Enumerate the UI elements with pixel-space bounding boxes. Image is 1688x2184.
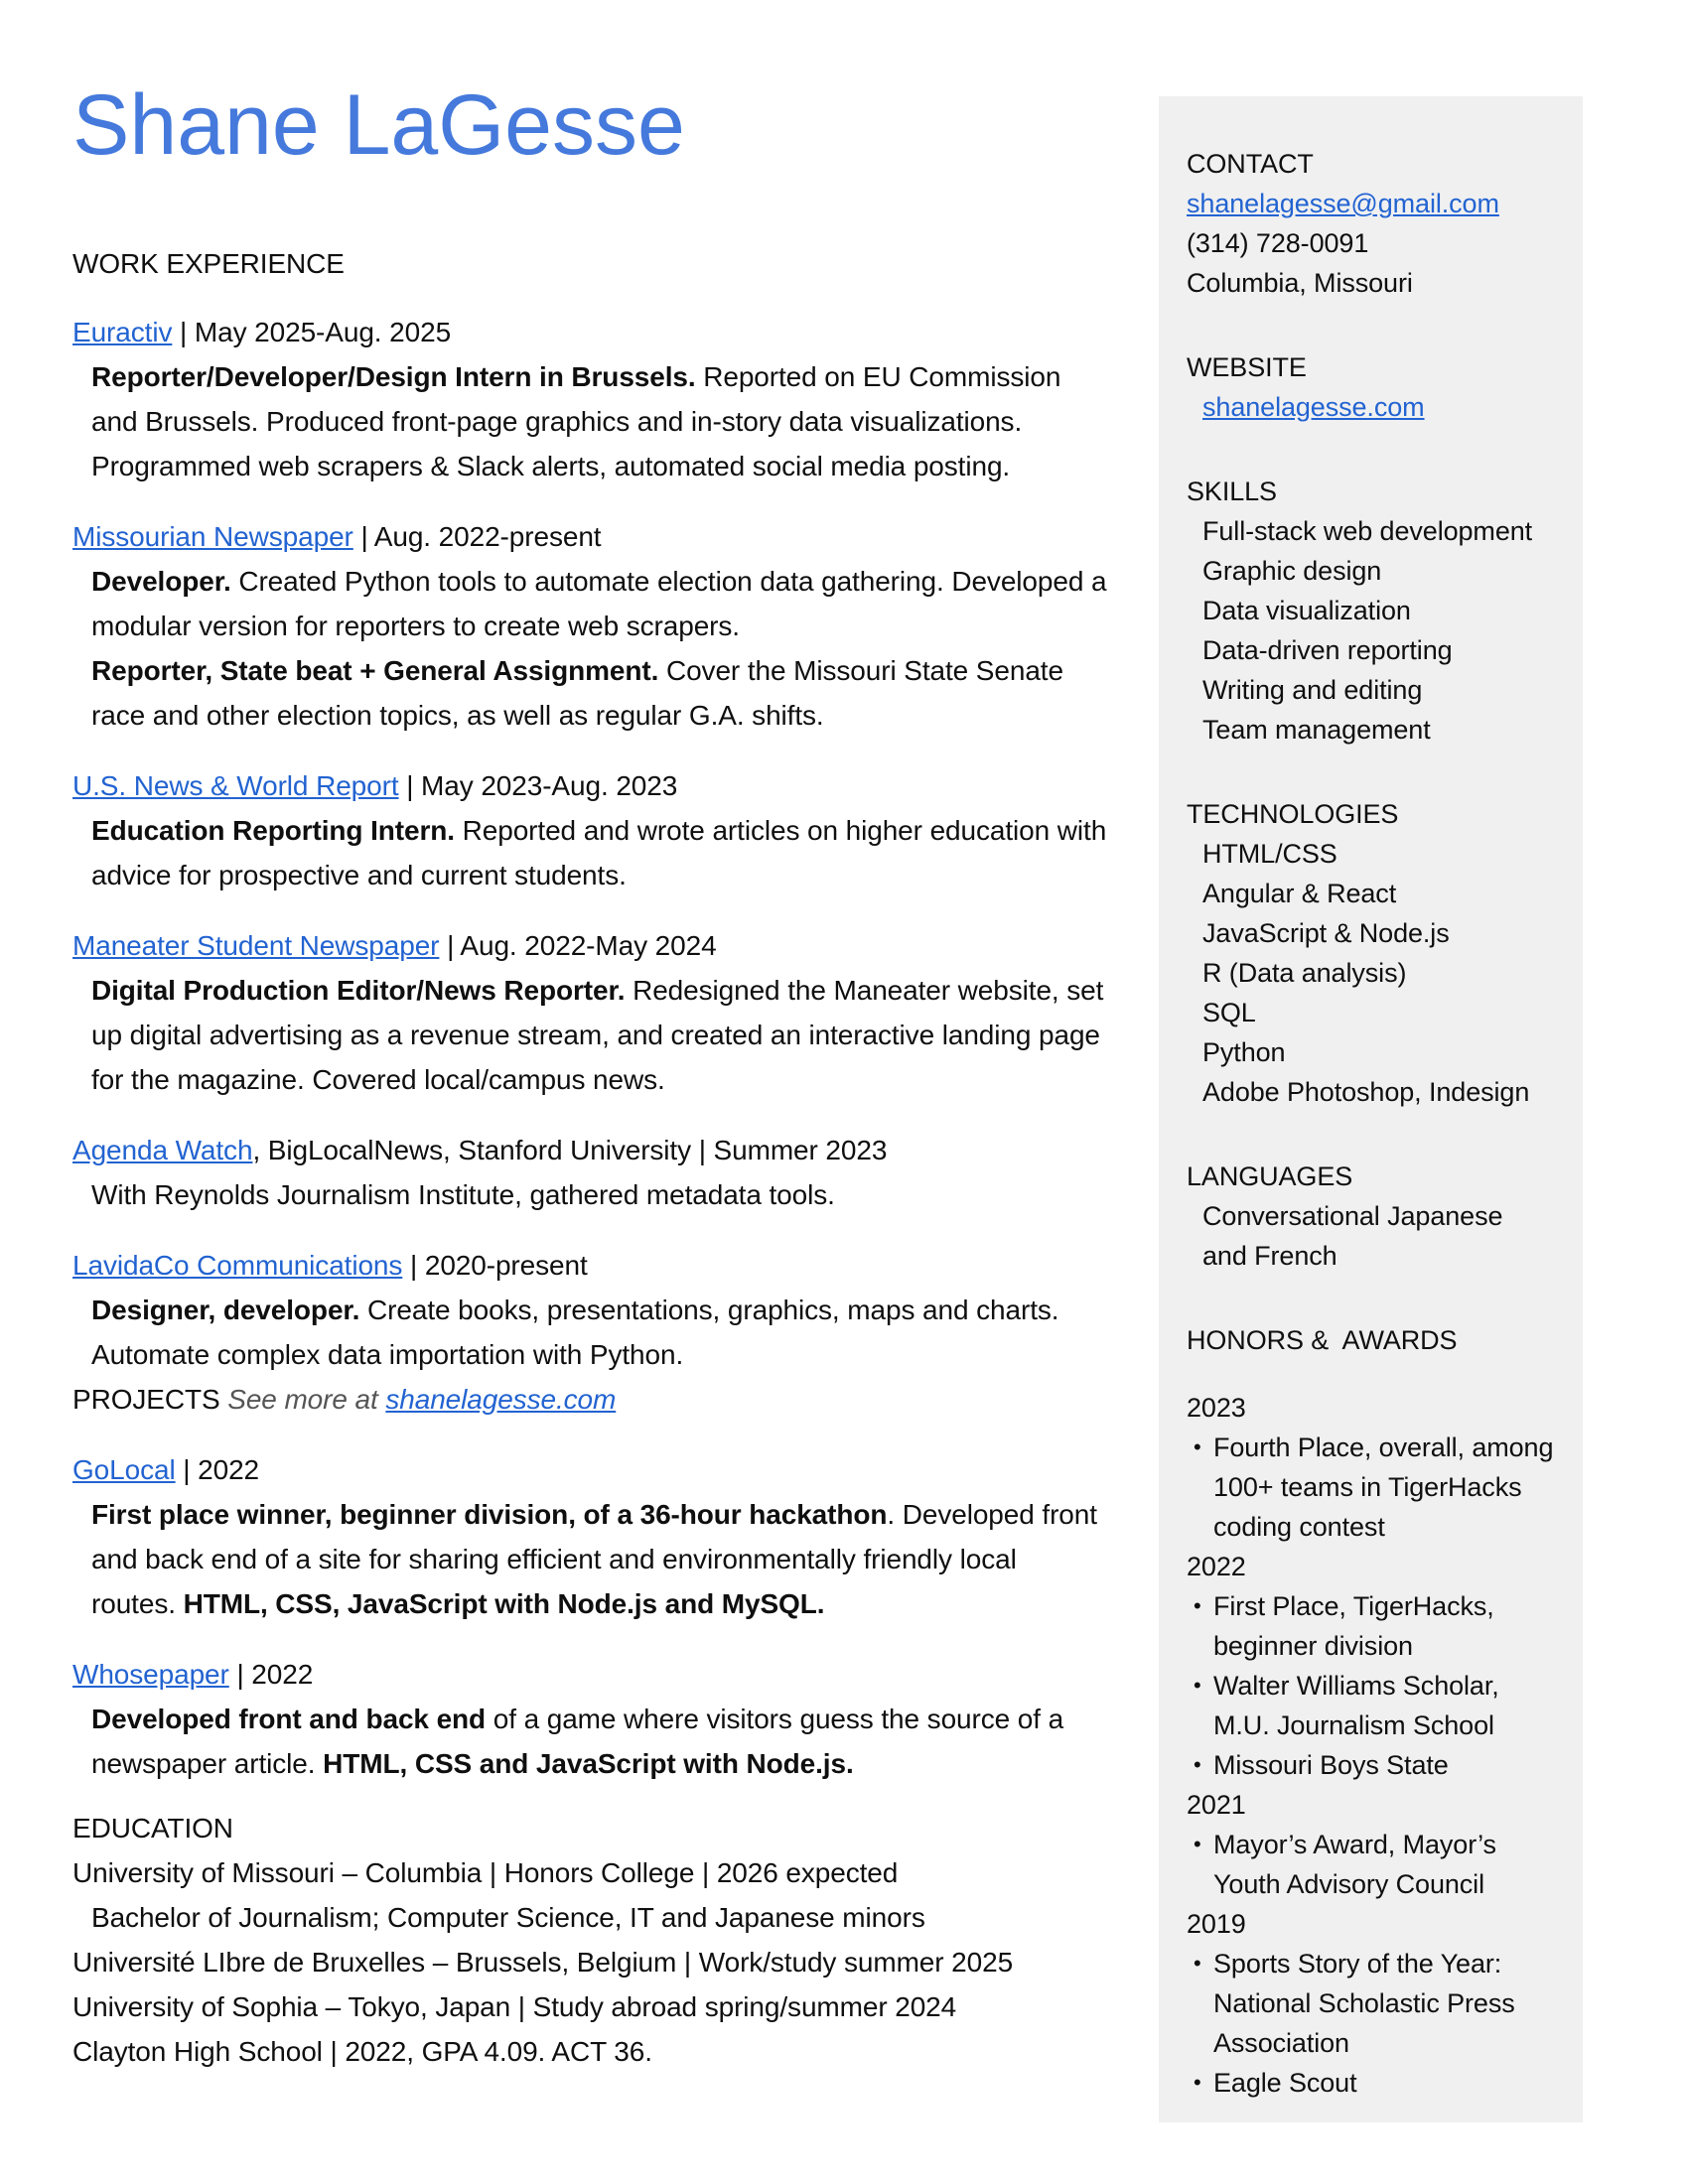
project-link[interactable]: Whosepaper xyxy=(72,1659,229,1690)
job-heading-line xyxy=(72,923,1107,968)
job-org-link[interactable]: U.S. News & World Report xyxy=(72,770,399,801)
project-block xyxy=(72,1652,1107,1786)
project-desc-text: of a game where visitors guess the source of a newspaper article. xyxy=(91,1704,1064,1779)
project-desc-text: . Developed front and back end of a site for sharing efficient and environmentally friendly local routes. xyxy=(91,1499,1097,1619)
skills-section xyxy=(1187,472,1565,750)
job-desc2-text: Cover the Missouri State Senate race and other election topics, as well as regular G.A. shifts. xyxy=(91,655,1063,731)
languages-heading: LANGUAGES xyxy=(1187,1161,1353,1191)
skill-item: Data-driven reporting xyxy=(1202,635,1453,665)
job-heading-line xyxy=(72,763,1107,808)
honors-year-group xyxy=(1187,1785,1565,1904)
technologies-heading: TECHNOLOGIES xyxy=(1187,799,1399,829)
job-desc-text: With Reynolds Journalism Institute, gathered metadata tools. xyxy=(91,1179,835,1210)
technologies-section xyxy=(1187,794,1565,1112)
project-bold-lead: Developed front and back end xyxy=(91,1704,487,1734)
education-lines xyxy=(72,1850,1107,2074)
education-line: Université LIbre de Bruxelles – Brussels, Belgium | Work/study summer 2025 xyxy=(72,1947,1014,1978)
job-description xyxy=(72,1172,1107,1217)
education-line: Clayton High School | 2022, GPA 4.09. ACT 36. xyxy=(72,2036,652,2067)
work-experience-heading: WORK EXPERIENCE xyxy=(72,248,345,279)
projects-heading: PROJECTS xyxy=(72,1384,220,1415)
job-desc-text: Redesigned the Maneater website, set up digital advertising as a revenue stream, and created an interactive landing page for the magazine. Covered local/campus news. xyxy=(91,975,1104,1095)
job-dates: | May 2025-Aug. 2025 xyxy=(172,317,452,347)
phone-number: (314) 728-0091 xyxy=(1187,228,1369,258)
honors-award-item: • Eagle Scout xyxy=(1187,2063,1556,2103)
location-text: Columbia, Missouri xyxy=(1187,268,1413,298)
job-dates: | 2020-present xyxy=(402,1250,588,1281)
honors-award-item: • Missouri Boys State xyxy=(1187,1745,1556,1785)
projects-list xyxy=(72,1447,1107,1786)
job-desc-text: Reported and wrote articles on higher education with advice for prospective and current students. xyxy=(91,815,1107,890)
job-dates: | Aug. 2022-May 2024 xyxy=(439,930,717,961)
languages-section xyxy=(1187,1157,1565,1276)
skills-list xyxy=(1187,511,1565,750)
honors-award-item: • Fourth Place, overall, among 100+ teams in TigerHacks coding contest xyxy=(1187,1428,1556,1547)
honors-awards-section xyxy=(1187,1320,1565,2103)
job-description xyxy=(72,808,1107,897)
skill-item: Data visualization xyxy=(1202,596,1411,625)
honors-year-group xyxy=(1187,1904,1565,2103)
contact-section xyxy=(1187,144,1565,303)
project-description xyxy=(72,1697,1107,1786)
honors-year-group xyxy=(1187,1547,1565,1785)
main-column xyxy=(72,77,1107,2074)
job-block xyxy=(72,923,1107,1102)
job-dates: | May 2023-Aug. 2023 xyxy=(398,770,678,801)
technology-item: Adobe Photoshop, Indesign xyxy=(1202,1077,1530,1107)
honors-year-group xyxy=(1187,1388,1565,1547)
project-heading-line xyxy=(72,1447,1107,1492)
contact-heading: CONTACT xyxy=(1187,149,1314,179)
project-block xyxy=(72,1447,1107,1626)
page-title: Shane LaGesse xyxy=(72,77,685,173)
job-block xyxy=(72,310,1107,488)
project-link[interactable]: GoLocal xyxy=(72,1454,176,1485)
technology-item: Angular & React xyxy=(1202,879,1397,908)
job-role-bold: Education Reporting Intern. xyxy=(91,815,455,846)
job-org-link[interactable]: Agenda Watch xyxy=(72,1135,253,1165)
project-bold-lead: First place winner, beginner division, of a 36-hour hackathon xyxy=(91,1499,888,1530)
website-link[interactable]: shanelagesse.com xyxy=(1202,392,1425,422)
job-heading-line xyxy=(72,1128,1107,1172)
honors-awards-heading: HONORS & AWARDS xyxy=(1187,1325,1458,1355)
job-org-link[interactable]: Missourian Newspaper xyxy=(72,521,353,552)
honors-year: 2019 xyxy=(1187,1909,1246,1939)
honors-award-item: • Sports Story of the Year: National Scholastic Press Association xyxy=(1187,1944,1556,2063)
honors-awards-list xyxy=(1187,1388,1565,2103)
skill-item: Team management xyxy=(1202,715,1431,745)
technology-item: Python xyxy=(1202,1037,1286,1067)
email-link[interactable]: shanelagesse@gmail.com xyxy=(1187,189,1499,218)
job-block xyxy=(72,514,1107,738)
job-org-link[interactable]: Maneater Student Newspaper xyxy=(72,930,440,961)
honors-award-item: • Walter Williams Scholar, M.U. Journalism School xyxy=(1187,1666,1556,1745)
job-heading-line xyxy=(72,310,1107,354)
job-heading-line xyxy=(72,514,1107,559)
project-tech-bold: HTML, CSS, JavaScript with Node.js and MySQL. xyxy=(183,1588,825,1619)
languages-text: Conversational Japanese and French xyxy=(1202,1201,1503,1271)
job-desc-text: Created Python tools to automate election data gathering. Developed a modular version for reporters to create web scrapers. xyxy=(91,566,1107,641)
honors-award-item: • First Place, TigerHacks, beginner division xyxy=(1187,1586,1556,1666)
education-heading: EDUCATION xyxy=(72,1813,233,1843)
job-description xyxy=(72,1288,1107,1377)
honors-year: 2021 xyxy=(1187,1790,1246,1820)
job-role-bold: Digital Production Editor/News Reporter. xyxy=(91,975,626,1006)
website-section xyxy=(1187,347,1565,427)
job-org-link[interactable]: LavidaCo Communications xyxy=(72,1250,403,1281)
job-role-bold: Reporter/Developer/Design Intern in Brussels. xyxy=(91,361,696,392)
honors-award-item: • Mayor’s Award, Mayor’s Youth Advisory Council xyxy=(1187,1825,1556,1904)
honors-year: 2023 xyxy=(1187,1393,1246,1423)
sidebar xyxy=(1159,96,1583,2122)
job-desc-text: Create books, presentations, graphics, maps and charts. Automate complex data importation with Python. xyxy=(91,1295,1059,1370)
job-description xyxy=(72,559,1107,738)
project-description xyxy=(72,1492,1107,1626)
technology-item: HTML/CSS xyxy=(1202,839,1337,869)
projects-heading-row xyxy=(72,1377,1107,1422)
projects-see-more-link[interactable]: shanelagesse.com xyxy=(385,1384,617,1415)
skill-item: Graphic design xyxy=(1202,556,1382,586)
project-tech-bold: HTML, CSS and JavaScript with Node.js. xyxy=(323,1748,854,1779)
education-section xyxy=(72,1806,1107,2074)
work-experience-list xyxy=(72,310,1107,1377)
technology-item: SQL xyxy=(1202,998,1256,1027)
project-year: | 2022 xyxy=(175,1454,260,1485)
education-line: University of Missouri – Columbia | Honors College | 2026 expected xyxy=(72,1857,899,1888)
job-block xyxy=(72,763,1107,897)
website-heading: WEBSITE xyxy=(1187,352,1307,382)
technology-item: R (Data analysis) xyxy=(1202,958,1407,988)
skills-heading: SKILLS xyxy=(1187,477,1277,506)
job-dates: | Aug. 2022-present xyxy=(352,521,602,552)
job-role-bold: Developer. xyxy=(91,566,231,597)
job-description xyxy=(72,968,1107,1102)
skill-item: Full-stack web development xyxy=(1202,516,1533,546)
technologies-list xyxy=(1187,834,1565,1112)
technology-item: JavaScript & Node.js xyxy=(1202,918,1450,948)
education-line: University of Sophia – Tokyo, Japan | Study abroad spring/summer 2024 xyxy=(72,1991,957,2022)
education-line: Bachelor of Journalism; Computer Science, IT and Japanese minors xyxy=(91,1902,925,1933)
project-year: | 2022 xyxy=(228,1659,314,1690)
job-block xyxy=(72,1128,1107,1217)
job-heading-line xyxy=(72,1243,1107,1288)
projects-see-more-text: See more at xyxy=(219,1384,386,1415)
job-desc-text: Reported on EU Commission and Brussels. Produced front-page graphics and in-story data visualizations. Programmed web scrapers & Slack alerts, automated social media posting. xyxy=(91,361,1061,481)
job-description xyxy=(72,354,1107,488)
job-role2-bold: Reporter, State beat + General Assignment. xyxy=(91,655,659,686)
project-heading-line xyxy=(72,1652,1107,1697)
job-block xyxy=(72,1243,1107,1377)
job-dates: , BigLocalNews, Stanford University | Summer 2023 xyxy=(252,1135,888,1165)
skill-item: Writing and editing xyxy=(1202,675,1423,705)
job-role-bold: Designer, developer. xyxy=(91,1295,360,1325)
job-org-link[interactable]: Euractiv xyxy=(72,317,173,347)
honors-year: 2022 xyxy=(1187,1552,1246,1581)
